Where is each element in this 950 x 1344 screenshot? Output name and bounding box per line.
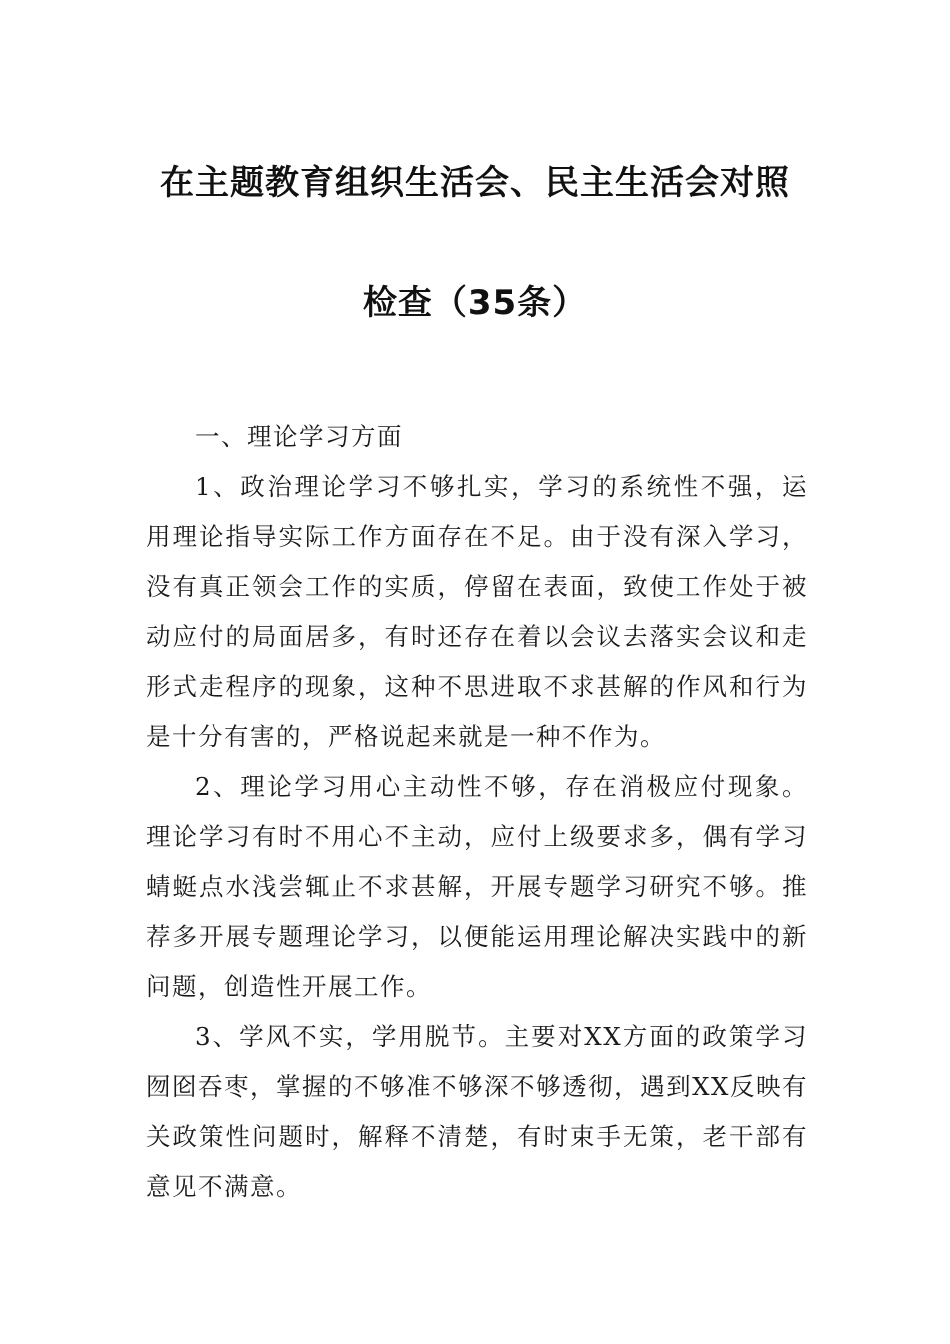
paragraph: 2、理论学习用心主动性不够，存在消极应付现象。理论学习有时不用心不主动，应付上级要求多，偶有学习蜻蜓点水浅尝辄止不求甚解，开展专题学习研究不够。推荐多开展专题理论学习，以便能运用理论解决实践中的新问题，创造性开展工作。	[146, 772, 808, 1001]
paragraph: 3、学风不实，学用脱节。主要对XX方面的政策学习囫囵吞枣，掌握的不够准不够深不够透彻，遇到XX反映有关政策性问题时，解释不清楚，有时束手无策，老干部有意见不满意。	[146, 1022, 808, 1201]
document-title-line-1: 在主题教育组织生活会、民主生活会对照	[160, 163, 790, 203]
document-body	[146, 412, 808, 1212]
document-title-line-2: 检查（35条）	[362, 283, 588, 323]
section-heading: 一、理论学习方面	[195, 422, 403, 451]
paragraph: 1、政治理论学习不够扎实，学习的系统性不强，运用理论指导实际工作方面存在不足。由于没有深入学习，没有真正领会工作的实质，停留在表面，致使工作处于被动应付的局面居多，有时还存在着以会议去落实会议和走形式走程序的现象，这种不思进取不求甚解的作风和行为是十分有害的，严格说起来就是一种不作为。	[146, 472, 808, 751]
